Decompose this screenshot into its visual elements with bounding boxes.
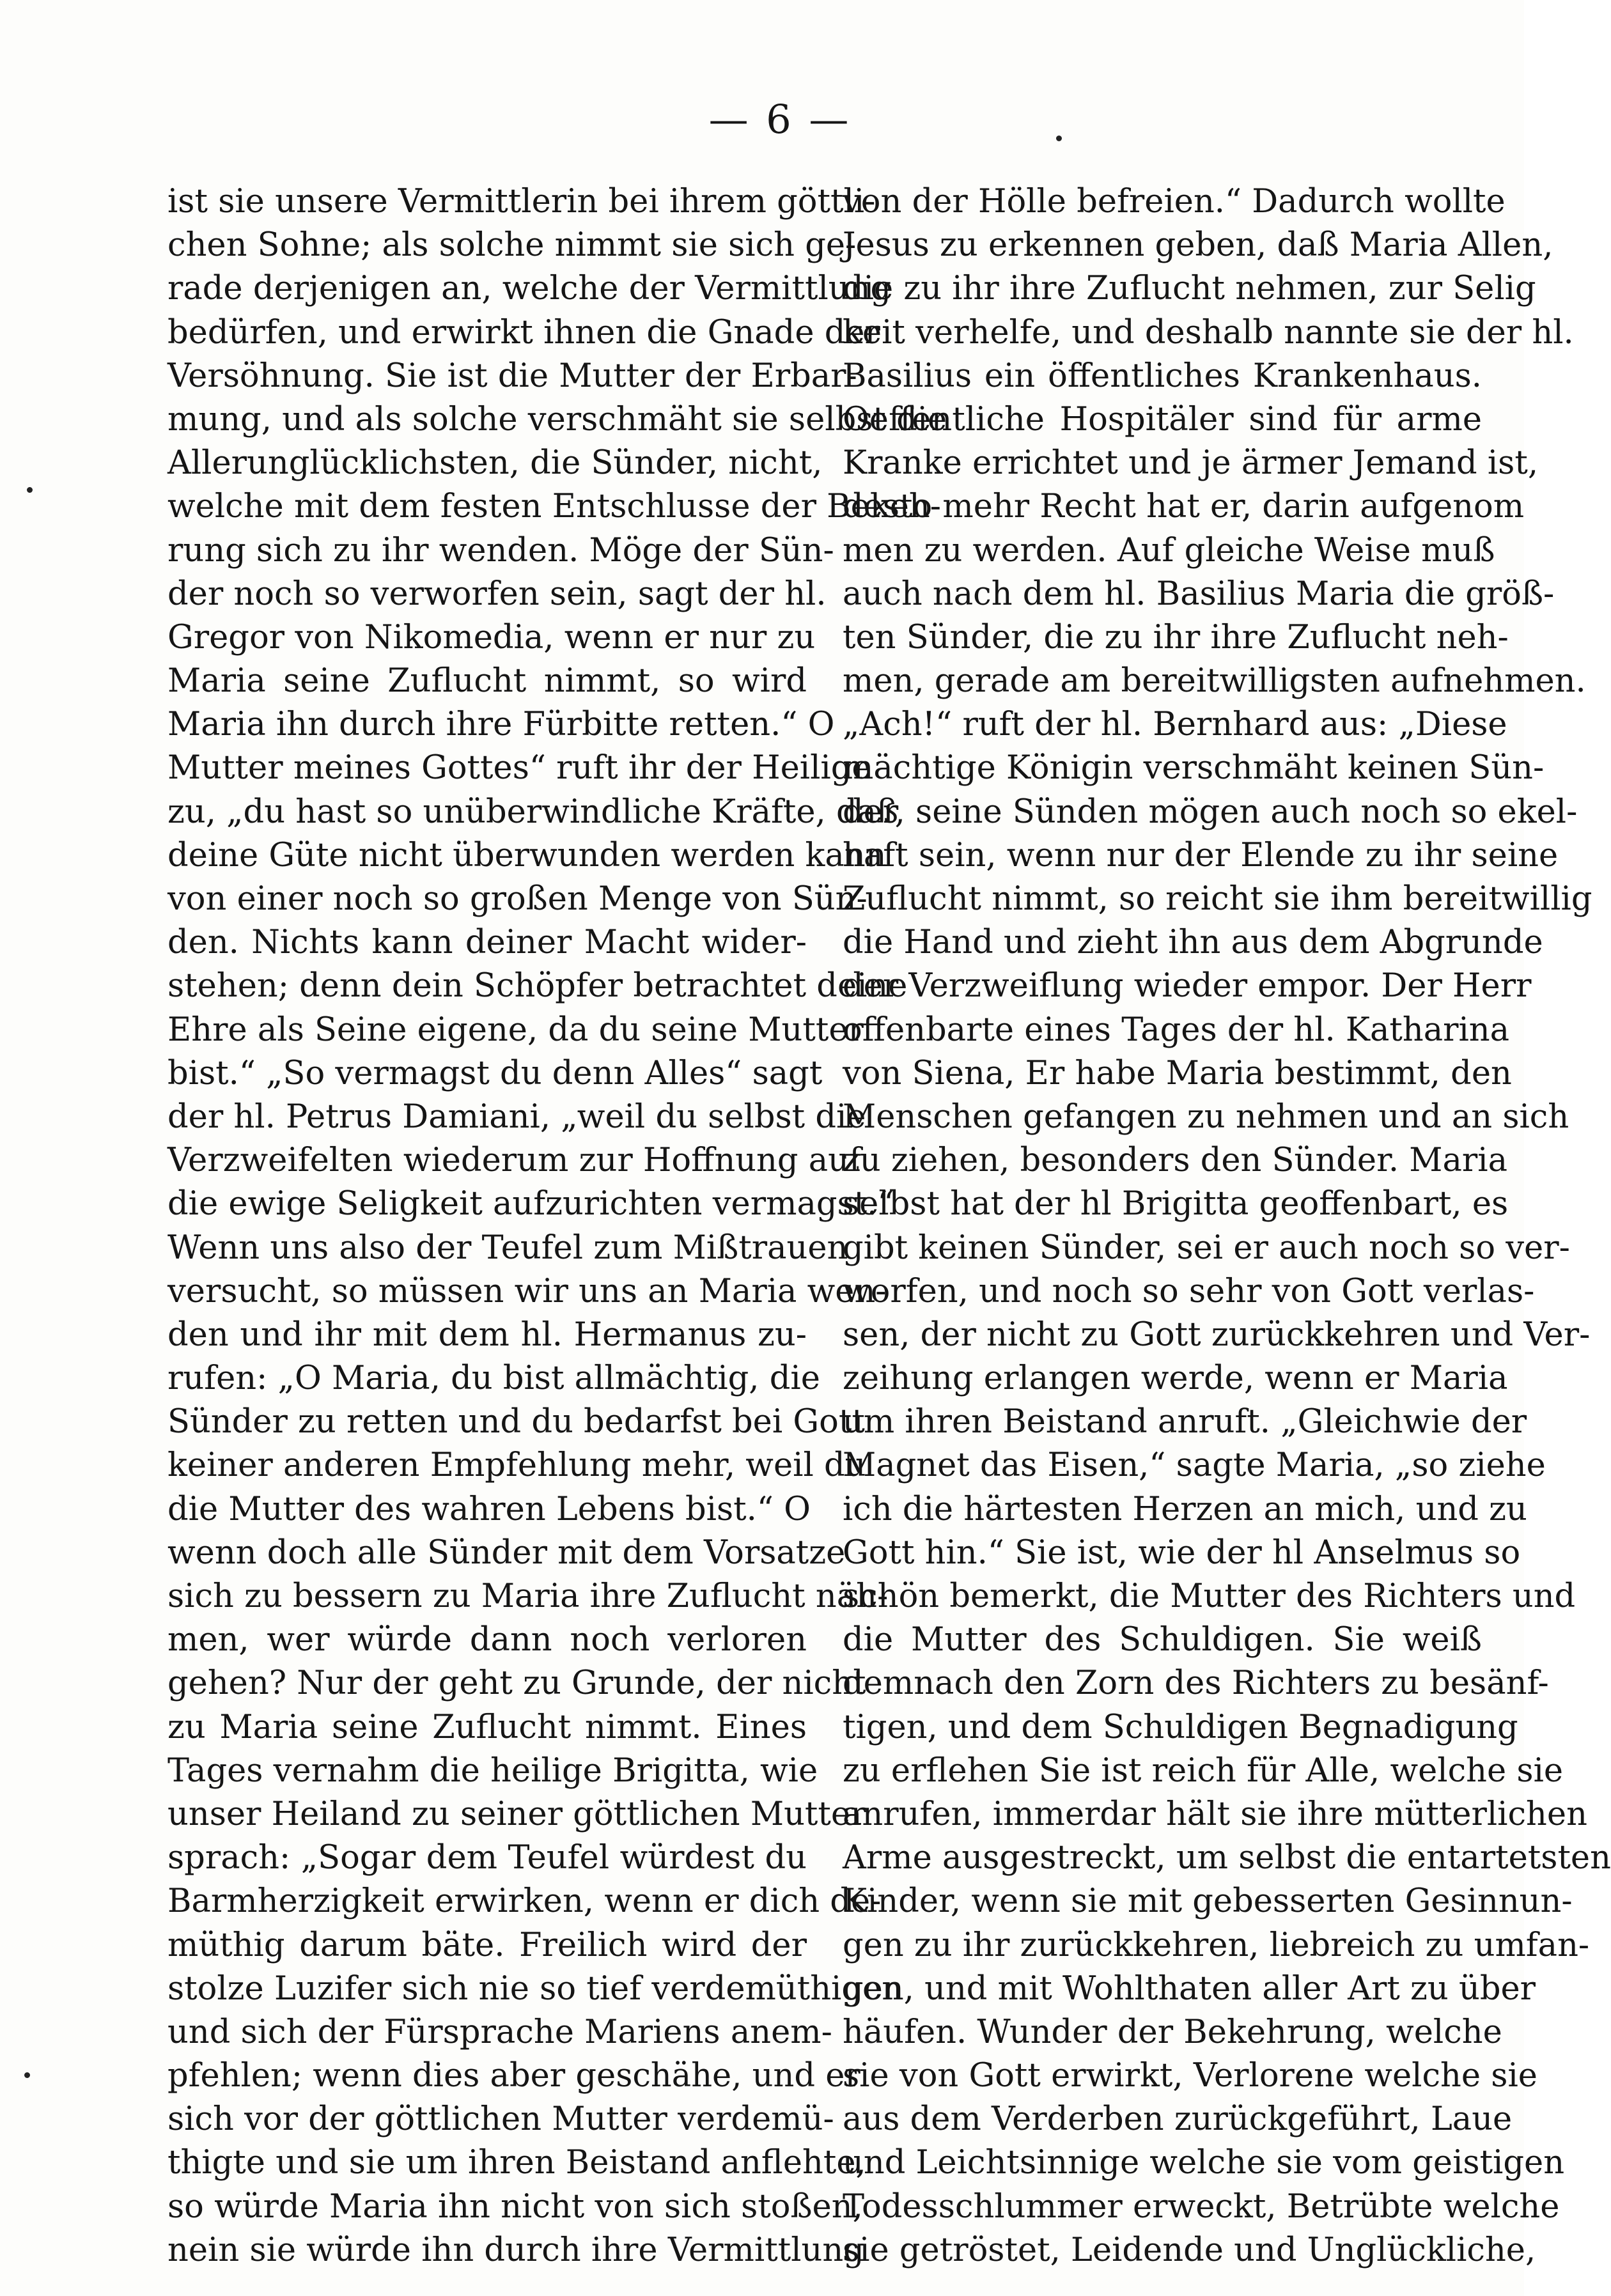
text-line: die zu ihr ihre Zuflucht nehmen, zur Selig [843, 270, 1536, 308]
text-line: ten Sünder, die zu ihr ihre Zuflucht neh- [843, 618, 1509, 656]
text-line: chen Sohne; als solche nimmt sie sich ge- [167, 226, 857, 265]
text-line: sie getröstet, Leidende und Unglückliche, [843, 2231, 1536, 2269]
text-line: tigen, und dem Schuldigen Begnadigung [843, 1708, 1518, 1746]
text-line: offenbarte eines Tages der hl. Katharina [843, 1011, 1510, 1049]
text-line: Maria ihn durch ihre Fürbitte retten.“ O [167, 706, 835, 744]
text-line: pfehlen; wenn dies aber geschähe, und er [167, 2057, 860, 2095]
text-column-right [843, 180, 1611, 2272]
text-line: nein sie würde ihn durch ihre Vermittlung [167, 2231, 864, 2269]
text-line: Jesus zu erkennen geben, daß Maria Allen, [843, 226, 1553, 265]
text-line: worfen, und noch so sehr von Gott verlas- [843, 1272, 1535, 1310]
text-line: stolze Luzifer sich nie so tief verdemüthigen [167, 1969, 903, 2008]
text-line: zu erflehen Sie ist reich für Alle, welche sie [843, 1751, 1564, 1790]
text-line: Arme ausgestreckt, um selbst die entartetsten [843, 1839, 1611, 1877]
text-line: von Siena, Er habe Maria bestimmt, den [843, 1054, 1512, 1092]
text-line: Maria seine Zuflucht nimmt, so wird [167, 662, 807, 701]
text-line: Oeffentliche Hospitäler sind für arme [843, 400, 1482, 438]
text-line: stehen; denn dein Schöpfer betrachtet deine [167, 967, 908, 1005]
text-line: men zu werden. Auf gleiche Weise muß [843, 531, 1495, 570]
text-line: den und ihr mit dem hl. Hermanus zu- [167, 1315, 807, 1354]
text-line: gehen? Nur der geht zu Grunde, der nicht [167, 1664, 866, 1703]
text-column-left [167, 180, 947, 2272]
text-line: demnach den Zorn des Richters zu besänf- [843, 1664, 1549, 1703]
text-line: unser Heiland zu seiner göttlichen Mutter [167, 1795, 866, 1833]
text-line: auch nach dem hl. Basilius Maria die größ- [843, 575, 1555, 613]
text-line: welche mit dem festen Entschlusse der Bekeh- [167, 488, 941, 526]
ink-speck [24, 2072, 30, 2078]
text-line: desto mehr Recht hat er, darin aufgenom [843, 488, 1525, 526]
text-line: von der Hölle befreien.“ Dadurch wollte [843, 183, 1506, 221]
text-line: rung sich zu ihr wenden. Möge der Sün- [167, 531, 834, 570]
text-line: sprach: „Sogar dem Teufel würdest du [167, 1839, 807, 1877]
text-line: sie von Gott erwirkt, Verlorene welche sie [843, 2057, 1537, 2095]
text-line: der, seine Sünden mögen auch noch so ekel- [843, 793, 1578, 831]
text-line: Kinder, wenn sie mit gebesserten Gesinnun- [843, 1882, 1573, 1921]
text-line: um ihren Beistand anruft. „Gleichwie der [843, 1403, 1527, 1441]
text-line: keiner anderen Empfehlung mehr, weil du [167, 1447, 866, 1485]
text-line: men, gerade am bereitwilligsten aufnehmen. [843, 662, 1586, 701]
text-line: gen, und mit Wohlthaten aller Art zu über [843, 1969, 1536, 2008]
text-line: deine Güte nicht überwunden werden kann [167, 836, 887, 874]
text-line: Magnet das Eisen,“ sagte Maria, „so ziehe [843, 1447, 1546, 1485]
page-number: — 6 — [708, 96, 852, 143]
text-line: Verzweifelten wiederum zur Hoffnung auf [167, 1142, 861, 1180]
text-line: mung, und als solche verschmäht sie selbst die [167, 400, 947, 438]
text-line: wenn doch alle Sünder mit dem Vorsatze [167, 1533, 846, 1572]
text-line: versucht, so müssen wir uns an Maria wen- [167, 1272, 887, 1310]
text-line: Tages vernahm die heilige Brigitta, wie [167, 1751, 818, 1790]
text-line: selbst hat der hl Brigitta geoffenbart, es [843, 1185, 1509, 1223]
text-line: bist.“ „So vermagst du denn Alles“ sagt [167, 1054, 823, 1092]
text-line: haft sein, wenn nur der Elende zu ihr seine [843, 836, 1559, 874]
ink-speck [27, 487, 33, 493]
text-line: ich die härtesten Herzen an mich, und zu [843, 1490, 1527, 1528]
text-line: häufen. Wunder der Bekehrung, welche [843, 2013, 1502, 2051]
text-line: so würde Maria ihn nicht von sich stoßen, [167, 2187, 863, 2226]
text-line: „Ach!“ ruft der hl. Bernhard aus: „Diese [843, 706, 1507, 744]
text-line: Gregor von Nikomedia, wenn er nur zu [167, 618, 816, 656]
text-line: Zuflucht nimmt, so reicht sie ihm bereitwillig [843, 880, 1592, 918]
text-line: die Mutter des Schuldigen. Sie weiß [843, 1621, 1482, 1659]
text-line: die Mutter des wahren Lebens bist.“ O [167, 1490, 811, 1528]
ink-speck [1056, 136, 1062, 141]
text-line: von einer noch so großen Menge von Sün- [167, 880, 868, 918]
text-line: Mutter meines Gottes“ ruft ihr der Heilige [167, 749, 871, 787]
text-line: Sünder zu retten und du bedarfst bei Gott [167, 1403, 865, 1441]
text-line: der noch so verworfen sein, sagt der hl. [167, 575, 827, 613]
text-line: die Hand und zieht ihn aus dem Abgrunde [843, 924, 1543, 962]
text-line: und Leichtsinnige welche sie vom geistigen [843, 2144, 1565, 2182]
text-line: zu Maria seine Zuflucht nimmt. Eines [167, 1708, 807, 1746]
text-line: Allerunglücklichsten, die Sünder, nicht, [167, 444, 823, 483]
text-line: zeihung erlangen werde, wenn er Maria [843, 1360, 1508, 1398]
text-line: keit verhelfe, und deshalb nannte sie der hl. [843, 313, 1574, 352]
text-line: sich zu bessern zu Maria ihre Zuflucht näh- [167, 1578, 889, 1615]
text-line: rade derjenigen an, welche der Vermittlung [167, 270, 892, 308]
text-line: rufen: „O Maria, du bist allmächtig, die [167, 1360, 820, 1398]
text-line: die ewige Seligkeit aufzurichten vermagst.“ [167, 1185, 894, 1223]
text-line: gibt keinen Sünder, sei er auch noch so ver- [843, 1229, 1570, 1267]
text-line: Versöhnung. Sie ist die Mutter der Erbar- [167, 357, 857, 395]
text-line: der hl. Petrus Damiani, „weil du selbst die [167, 1098, 866, 1136]
text-line: Menschen gefangen zu nehmen und an sich [843, 1098, 1569, 1136]
text-line: müthig darum bäte. Freilich wird der [167, 1926, 807, 1964]
text-line: zu ziehen, besonders den Sünder. Maria [843, 1142, 1507, 1180]
text-line: schön bemerkt, die Mutter des Richters und [843, 1578, 1576, 1615]
text-line: zu, „du hast so unüberwindliche Kräfte, daß [167, 793, 899, 831]
text-line: Basilius ein öffentliches Krankenhaus. [843, 357, 1482, 395]
text-line: Kranke errichtet und je ärmer Jemand ist, [843, 444, 1539, 483]
text-line: sen, der nicht zu Gott zurückkehren und Ver- [843, 1315, 1591, 1354]
text-line: aus dem Verderben zurückgeführt, Laue [843, 2100, 1513, 2139]
text-line: anrufen, immerdar hält sie ihre mütterlichen [843, 1795, 1587, 1833]
text-line: Wenn uns also der Teufel zum Mißtrauen [167, 1229, 848, 1267]
text-line: Ehre als Seine eigene, da du seine Mutter [167, 1011, 864, 1049]
text-line: ist sie unsere Vermittlerin bei ihrem göttli- [167, 183, 876, 221]
text-line: Barmherzigkeit erwirken, wenn er dich de- [167, 1882, 882, 1921]
text-line: men, wer würde dann noch verloren [167, 1621, 807, 1659]
text-line: Todesschlummer erweckt, Betrübte welche [843, 2187, 1560, 2226]
text-line: mächtige Königin verschmäht keinen Sün- [843, 749, 1545, 787]
text-line: den. Nichts kann deiner Macht wider- [167, 924, 807, 962]
text-line: sich vor der göttlichen Mutter verdemü- [167, 2100, 834, 2139]
text-line: und sich der Fürsprache Mariens anem- [167, 2013, 832, 2051]
text-line: bedürfen, und erwirkt ihnen die Gnade der [167, 313, 880, 352]
text-line: der Verzweiflung wieder empor. Der Herr [843, 967, 1532, 1005]
text-line: Gott hin.“ Sie ist, wie der hl Anselmus so [843, 1533, 1521, 1572]
text-line: thigte und sie um ihren Beistand anflehte, [167, 2144, 866, 2182]
text-line: gen zu ihr zurückkehren, liebreich zu umfan- [843, 1926, 1590, 1964]
